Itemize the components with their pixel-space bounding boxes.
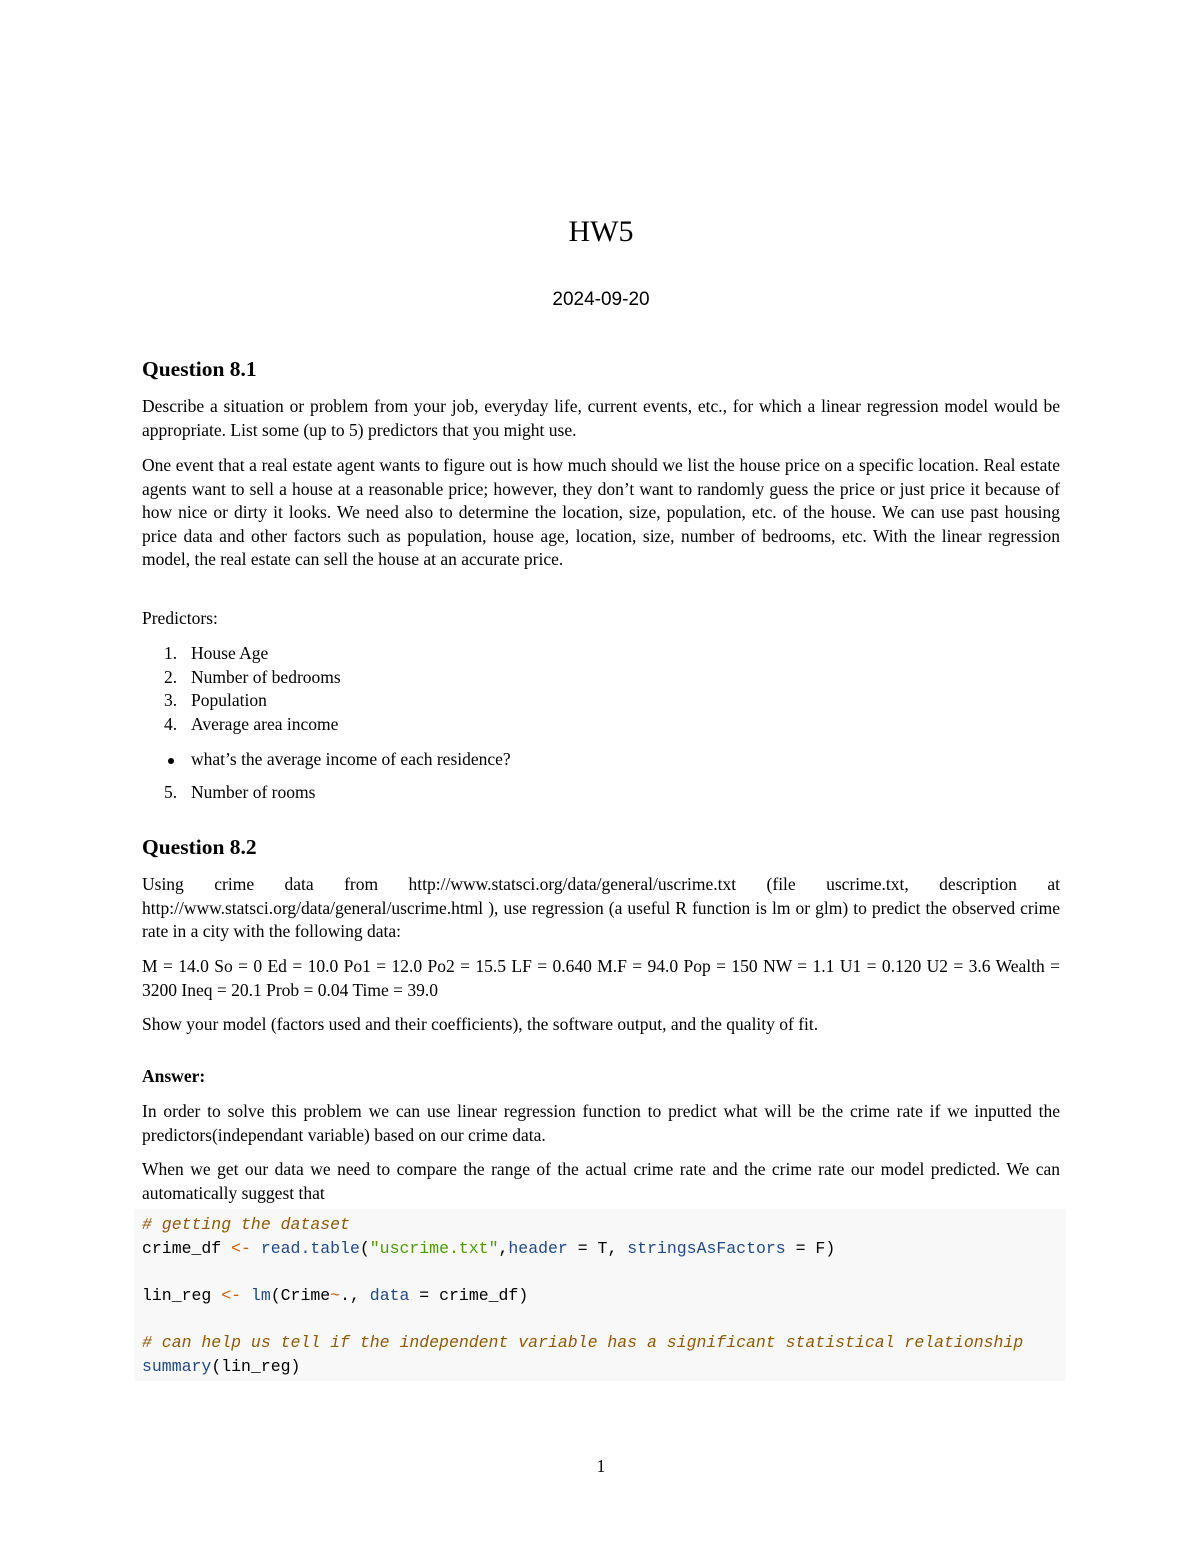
list-number: 1. [164, 643, 178, 663]
list-item-text: Average area income [191, 713, 339, 734]
page-number: 1 [596, 1456, 606, 1476]
list-item-text: Number of rooms [191, 782, 316, 802]
code-line-2 [142, 1237, 835, 1261]
predictors-list [142, 642, 1060, 736]
predictors-list-continued [142, 781, 1060, 805]
code-token: <- [221, 1285, 242, 1305]
answer-paragraph-2: When we get our data we need to compare the range of the actual crime rate and the crime rate our model predicted. We can automatically suggest that [142, 1159, 1060, 1203]
list-item-text: Number of bedrooms [191, 666, 341, 687]
code-token: "uscrime.txt" [369, 1238, 499, 1258]
code-token: data [369, 1285, 410, 1305]
code-token: summary [142, 1356, 212, 1376]
code-line-4 [142, 1284, 528, 1308]
code-token: (Crime [270, 1285, 331, 1305]
question-8-2-heading: Question 8.2 [142, 835, 257, 859]
list-item [142, 689, 1060, 713]
code-token: (lin_reg) [211, 1356, 301, 1376]
bullet-item-text: what’s the average income of each residence? [191, 749, 511, 769]
code-line-7 [142, 1355, 300, 1379]
document-date: 2024-09-20 [552, 289, 650, 310]
list-item [142, 713, 1060, 737]
list-item-text: House Age [191, 643, 269, 663]
code-token: F) [815, 1238, 836, 1258]
code-token: header [508, 1238, 568, 1258]
list-number: 2. [164, 666, 178, 687]
question-8-1-prompt: Describe a situation or problem from your job, everyday life, current events, etc., for which a linear regression model would be appropriate. List some (up to 5) predictors that you might use. [142, 396, 1060, 440]
code-line-1 [142, 1213, 350, 1237]
code-line-6 [142, 1331, 1023, 1355]
code-token: ( [359, 1238, 370, 1258]
code-token: lin_reg [142, 1285, 222, 1305]
list-item-text: Population [191, 690, 267, 711]
code-comment: # getting the dataset [142, 1215, 350, 1234]
code-token: = [409, 1285, 440, 1305]
list-item [142, 642, 1060, 666]
code-block [134, 1209, 1066, 1381]
code-token: , [498, 1238, 509, 1258]
bullet-dot-icon [168, 758, 174, 764]
document-title: HW5 [568, 215, 634, 248]
question-8-2-values: M = 14.0 So = 0 Ed = 10.0 Po1 = 12.0 Po2 = 15.5 LF = 0.640 M.F = 94.0 Pop = 150 NW = 1.1 U1 = 0.120 U2 = 3.6 Wealth = 3200 Ineq = 20.1 Prob = 0.04 Time = 39.0 [142, 956, 1060, 1000]
question-8-2-show: Show your model (factors used and their coefficients), the software output, and the quality of fit. [142, 1014, 819, 1034]
code-comment: # can help us tell if the independent variable has a significant statistical relationship [142, 1333, 1024, 1352]
question-8-1-answer: One event that a real estate agent wants to figure out is how much should we list the house price on a specific location. Real estate agents want to sell a house at a reasonable price; however, they don’t want to randomly guess the price or just price it because of how nice or dirty it looks. We need also to determine the location, size, population, etc. of the house. We can use past housing price data and other factors such as population, house age, location, size, number of bedrooms, etc. With the linear regression model, the real estate can sell the house at an accurate price. [142, 455, 1060, 570]
list-item [142, 781, 1060, 805]
list-number: 4. [164, 713, 178, 734]
code-token: <- [231, 1238, 251, 1258]
answer-heading: Answer: [142, 1066, 206, 1086]
code-token: = [567, 1238, 598, 1258]
question-8-2-prompt: Using crime data from http://www.statsci.org/data/general/uscrime.txt (file uscrime.txt, description at http://www.statsci.org/data/general/uscrime.html ), use regression (a useful R function is lm or glm) to predict the observed crime rate in a city with the following data: [142, 874, 1060, 942]
list-number: 3. [164, 690, 178, 711]
document-page [142, 0, 1060, 1553]
code-token: T, [597, 1238, 628, 1258]
code-token: = [785, 1238, 816, 1258]
list-item [142, 666, 1060, 690]
code-token: crime_df) [439, 1285, 529, 1305]
code-token: stringsAsFactors [627, 1238, 786, 1258]
question-8-1-heading: Question 8.1 [142, 357, 257, 381]
answer-paragraph-1: In order to solve this problem we can use linear regression function to predict what will be the crime rate if we inputted the predictors(independant variable) based on our crime data. [142, 1101, 1060, 1145]
code-token: lm [241, 1285, 271, 1305]
list-number: 5. [164, 782, 178, 802]
code-token: crime_df [142, 1238, 232, 1258]
code-token: ., [340, 1285, 370, 1305]
code-token: ~ [330, 1285, 341, 1305]
code-token: read.table [250, 1238, 360, 1258]
predictors-label: Predictors: [142, 608, 218, 628]
